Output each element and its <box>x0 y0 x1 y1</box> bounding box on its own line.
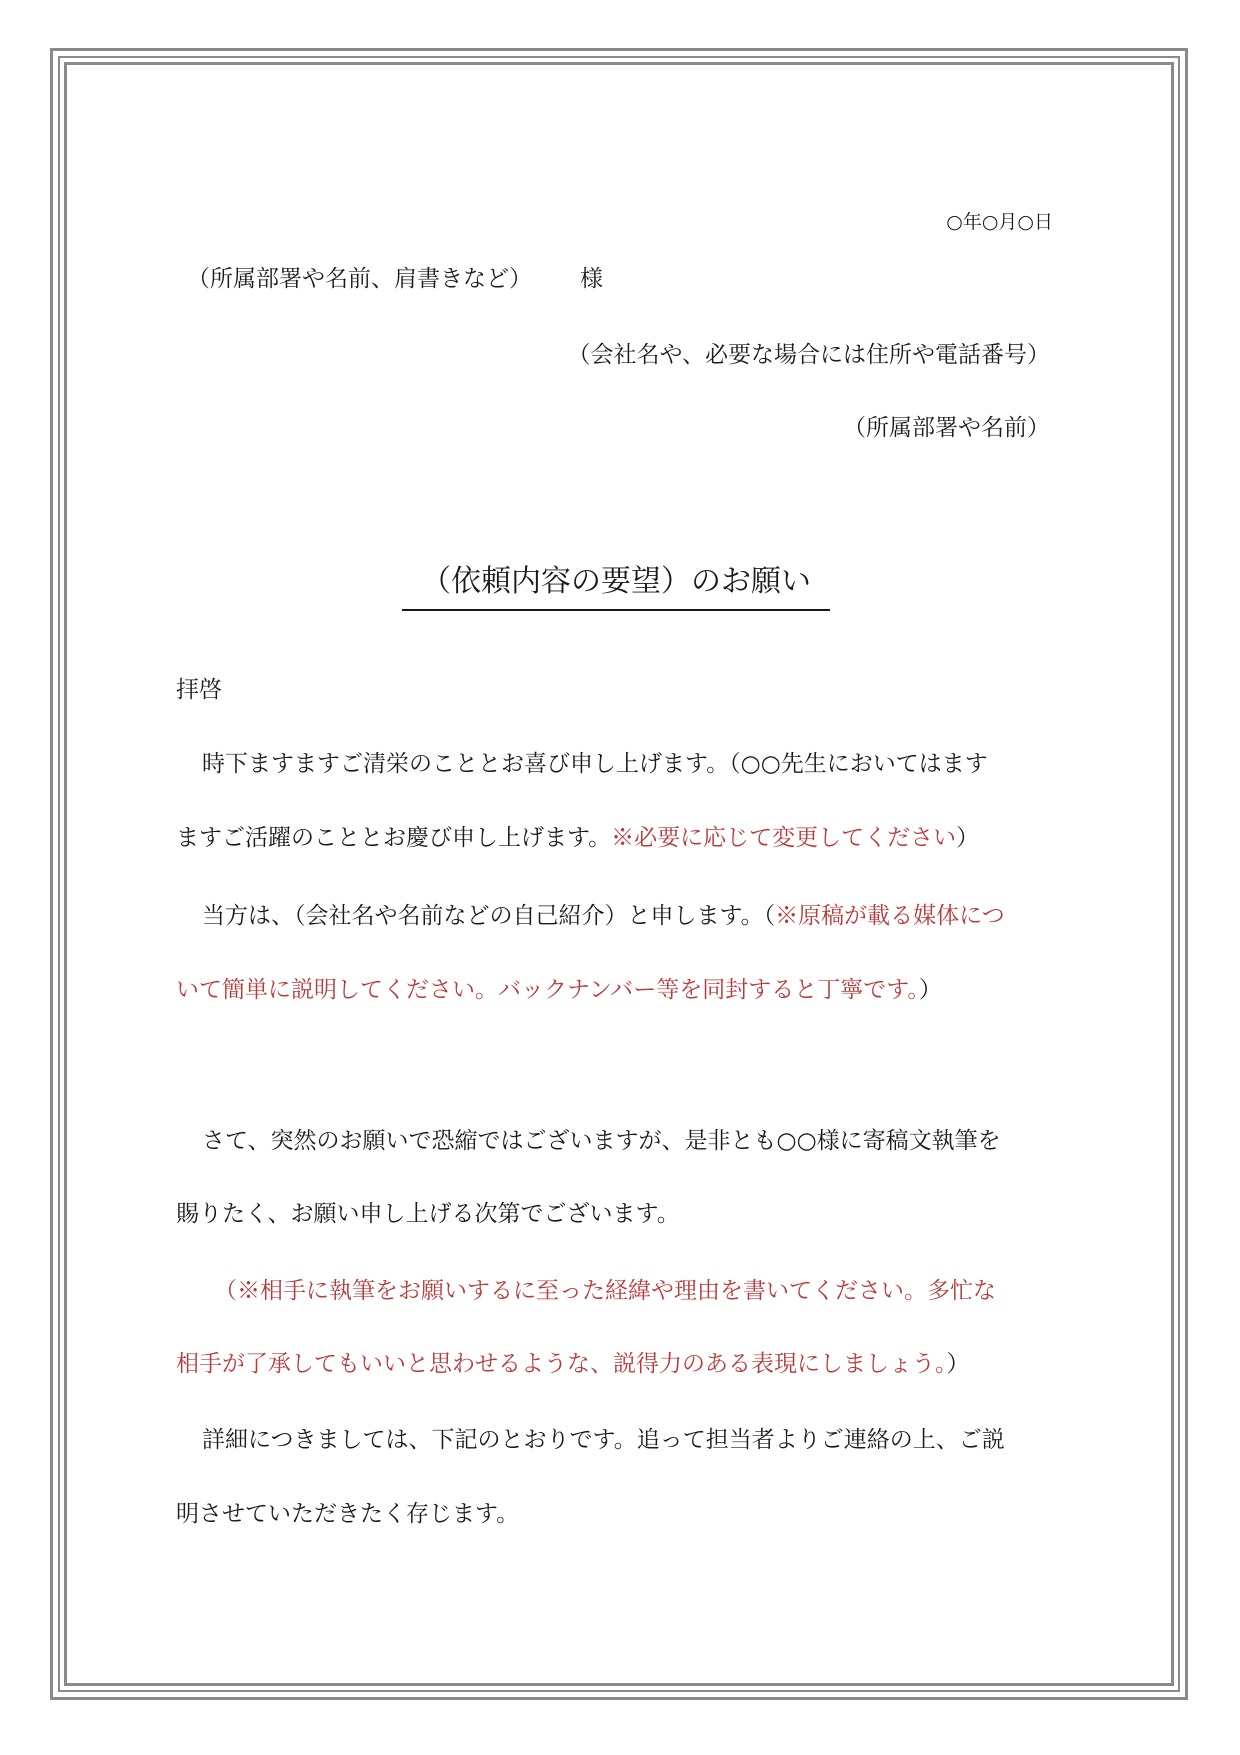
recipient-honorific: 様 <box>580 266 603 292</box>
paragraph-2-text: 当方は、（会社名や名前などの自己紹介）と申します。（ <box>202 903 776 929</box>
letter-date: ○年○月○日 <box>946 211 1053 233</box>
salutation: 拝啓 <box>176 677 222 703</box>
paragraph-1-line-2 <box>176 827 979 850</box>
paragraph-5-line-1: 詳細につきましては、下記のとおりです。追って担当者よりご連絡の上、ご説 <box>202 1427 1005 1453</box>
paragraph-4-open: （ <box>214 1278 237 1304</box>
sender-name: （所属部署や名前） <box>843 415 1050 441</box>
paragraph-4-line-1 <box>214 1280 996 1303</box>
paragraph-5-line-2: 明させていただきたく存じます。 <box>176 1501 520 1527</box>
paragraph-1-line-1: 時下ますますご清栄のこととお喜び申し上げます。（○○先生においてはます <box>202 751 988 777</box>
paragraph-2-close: ） <box>918 977 942 1003</box>
paragraph-3-line-1: さて、突然のお願いで恐縮ではございますが、是非とも○○様に寄稿文執筆を <box>202 1128 1001 1154</box>
paragraph-2-line-1 <box>202 905 1005 928</box>
paragraph-4-close: ） <box>946 1351 970 1377</box>
paragraph-1-text: ますご活躍のこととお慶び申し上げます。 <box>176 825 612 851</box>
paragraph-4-line-2 <box>176 1353 970 1376</box>
note-media-start: ※原稿が載る媒体につ <box>775 903 1005 929</box>
note-media-end: いて簡単に説明してください。バックナンバー等を同封すると丁寧です。 <box>176 977 919 1003</box>
paragraph-2-line-2 <box>176 979 942 1002</box>
note-reason-start: ※相手に執筆をお願いするに至った経緯や理由を書いてください。多忙な <box>237 1278 996 1304</box>
sender-company: （会社名や、必要な場合には住所や電話番号） <box>567 342 1050 368</box>
note-change-as-needed: ※必要に応じて変更してください <box>611 825 957 851</box>
recipient-block <box>187 268 603 291</box>
recipient-name: （所属部署や名前、肩書きなど） <box>187 266 532 292</box>
note-reason-end: 相手が了承してもいいと思わせるような、説得力のある表現にしましょう。 <box>176 1351 947 1377</box>
paragraph-3-line-2: 賜りたく、お願い申し上げる次第でございます。 <box>176 1201 680 1227</box>
paragraph-1-close: ） <box>956 825 980 851</box>
letter-title: （依頼内容の要望）のお願い <box>402 567 830 611</box>
